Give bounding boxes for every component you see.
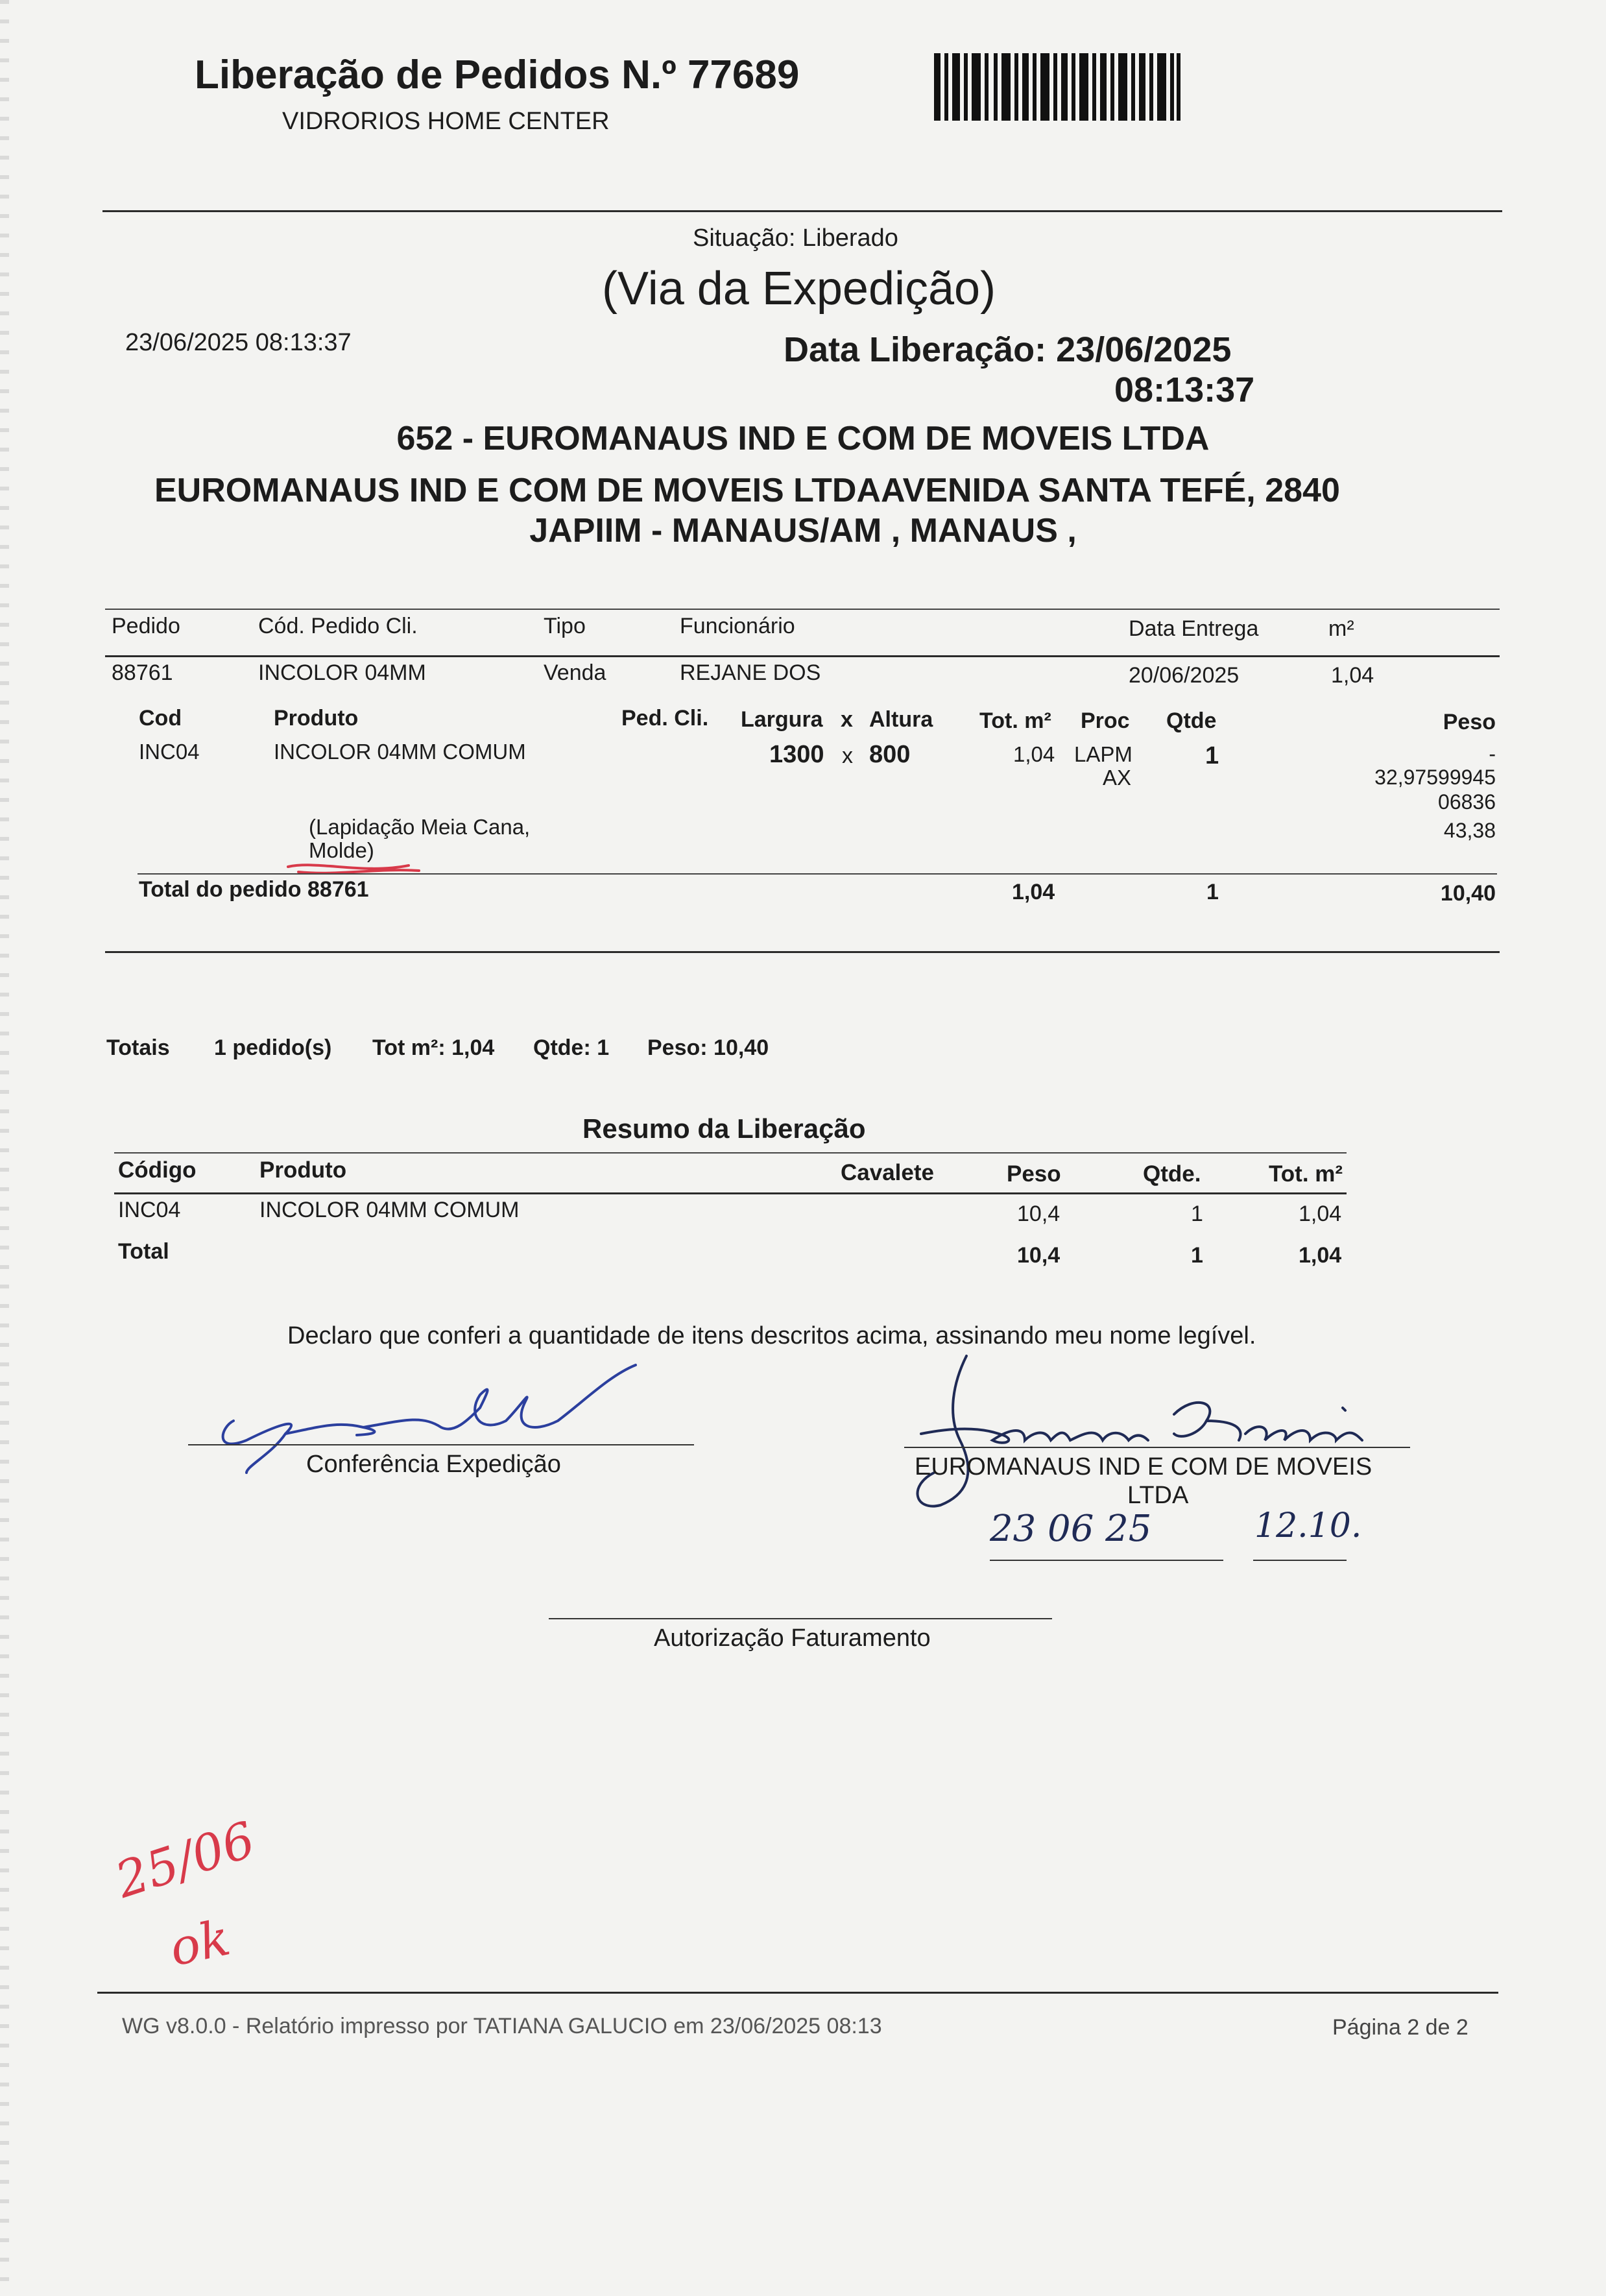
item-proc-line1: LAPM	[1074, 742, 1133, 766]
status-text: Situação: Liberado	[693, 224, 898, 252]
handwritten-date: 23 06 25	[990, 1508, 1152, 1550]
item-header-proc: Proc	[1081, 708, 1130, 733]
summary-header-qtde: Qtde.	[1143, 1161, 1201, 1187]
item-peso-dash: -	[1489, 742, 1496, 766]
summary-total-label: Total	[118, 1239, 169, 1264]
summary-produto: INCOLOR 04MM COMUM	[259, 1198, 520, 1222]
declaration-text: Declaro que conferi a quantidade de itens descritos acima, assinando meu nome legível.	[287, 1322, 1256, 1349]
client-name: 652 - EUROMANAUS IND E COM DE MOVEIS LTDA	[396, 420, 1210, 457]
order-header-data-entrega: Data Entrega	[1129, 616, 1259, 641]
summary-header-produto: Produto	[259, 1157, 347, 1183]
print-datetime: 23/06/2025 08:13:37	[125, 329, 352, 356]
item-header-x: x	[841, 707, 853, 732]
order-total-peso: 10,40	[1440, 881, 1496, 906]
item-proc-line2: AX	[1103, 766, 1132, 790]
order-header-funcionario: Funcionário	[680, 614, 795, 638]
item-header-produto: Produto	[274, 706, 359, 731]
item-header-peso: Peso	[1443, 710, 1496, 734]
red-annotation-date: 25/06	[108, 1810, 262, 1909]
summary-total-qtde: 1	[1191, 1243, 1203, 1268]
via-title: (Via da Expedição)	[602, 263, 996, 315]
release-date: Data Liberação: 23/06/2025	[784, 330, 1232, 369]
header-rule	[102, 210, 1502, 212]
item-header-altura: Altura	[869, 707, 933, 732]
summary-header-cavalete: Cavalete	[841, 1160, 934, 1185]
authorization-label: Autorização Faturamento	[654, 1625, 931, 1652]
barcode	[934, 53, 1181, 121]
footer-print-info: WG v8.0.0 - Relatório impresso por TATIANA GALUCIO em 23/06/2025 08:13	[122, 2014, 882, 2038]
item-header-qtde: Qtde	[1166, 708, 1217, 733]
summary-peso: 10,4	[1017, 1202, 1061, 1226]
red-annotation-ok: ok	[164, 1908, 235, 1977]
summary-tot-m2: 1,04	[1299, 1202, 1342, 1226]
order-tipo: Venda	[544, 660, 606, 685]
item-header-cod: Cod	[139, 706, 182, 731]
item-x: x	[842, 743, 853, 768]
item-header-tot-m2: Tot. m²	[979, 708, 1051, 733]
order-total-label: Total do pedido 88761	[139, 877, 369, 902]
order-header-cod-pedido: Cód. Pedido Cli.	[258, 614, 418, 638]
item-peso-line3: 06836	[1438, 790, 1496, 814]
document-title: Liberação de Pedidos N.º 77689	[195, 53, 800, 97]
totals-label: Totais	[106, 1035, 170, 1060]
client-city: JAPIIM - MANAUS/AM , MANAUS ,	[529, 512, 1077, 550]
summary-title: Resumo da Liberação	[582, 1113, 866, 1144]
item-qtde: 1	[1205, 742, 1219, 769]
summary-total-peso: 10,4	[1017, 1243, 1061, 1268]
item-header-ped-cli: Ped. Cli.	[621, 706, 709, 731]
order-header-pedido: Pedido	[112, 614, 180, 638]
order-total-qtde: 1	[1206, 880, 1219, 904]
order-total-m2: 1,04	[1012, 880, 1055, 904]
client-signature-line	[904, 1447, 1410, 1448]
order-header-tipo: Tipo	[544, 614, 586, 638]
totals-qtde: Qtde: 1	[533, 1035, 610, 1060]
time-underline	[1253, 1560, 1347, 1561]
order-m2: 1,04	[1331, 663, 1374, 688]
order-pedido: 88761	[112, 660, 173, 685]
summary-total-m2: 1,04	[1299, 1243, 1342, 1268]
summary-header-peso: Peso	[1007, 1161, 1061, 1187]
totals-peso: Peso: 10,40	[647, 1035, 769, 1060]
item-tot-m2: 1,04	[1013, 742, 1055, 766]
item-produto: INCOLOR 04MM COMUM	[274, 740, 526, 764]
totals-pedidos: 1 pedido(s)	[214, 1035, 332, 1060]
order-section-end-rule	[105, 951, 1500, 953]
summary-top-rule	[114, 1152, 1347, 1154]
item-cod: INC04	[139, 740, 200, 764]
order-header-rule	[105, 655, 1500, 657]
client-address: EUROMANAUS IND E COM DE MOVEIS LTDAAVENIDA SANTA TEFÉ, 2840	[154, 472, 1340, 509]
order-table-top-rule	[105, 609, 1500, 610]
summary-codigo: INC04	[118, 1198, 181, 1222]
date-underline	[990, 1560, 1223, 1561]
item-largura: 1300	[769, 741, 824, 768]
expedition-signature-line	[188, 1444, 694, 1445]
client-label-line2: LTDA	[1127, 1482, 1189, 1509]
order-cod-pedido: INCOLOR 04MM	[258, 660, 426, 685]
release-time: 08:13:37	[1114, 370, 1255, 409]
expedition-label: Conferência Expedição	[306, 1451, 561, 1478]
item-note-line1: (Lapidação Meia Cana,	[309, 815, 531, 839]
item-peso-line2: 32,97599945	[1374, 766, 1496, 789]
item-total-rule	[138, 873, 1497, 875]
scan-edge	[0, 0, 9, 2296]
footer-page-number: Página 2 de 2	[1332, 2015, 1468, 2040]
client-label-line1: EUROMANAUS IND E COM DE MOVEIS	[915, 1453, 1372, 1480]
order-header-m2: m²	[1328, 616, 1354, 641]
item-note-line2: Molde)	[309, 838, 374, 862]
order-data-entrega: 20/06/2025	[1129, 663, 1240, 688]
totals-m2: Tot m²: 1,04	[372, 1035, 495, 1060]
footer-rule	[97, 1992, 1498, 1994]
authorization-line	[549, 1618, 1052, 1619]
summary-header-codigo: Código	[118, 1157, 197, 1183]
item-peso-line4: 43,38	[1443, 819, 1496, 842]
order-funcionario: REJANE DOS	[680, 660, 821, 685]
company-name: VIDRORIOS HOME CENTER	[282, 108, 610, 135]
summary-header-tot-m2: Tot. m²	[1269, 1161, 1343, 1187]
summary-qtde: 1	[1191, 1202, 1203, 1226]
item-altura: 800	[869, 741, 911, 768]
handwritten-time: 12.10.	[1254, 1506, 1362, 1545]
item-header-largura: Largura	[741, 707, 823, 732]
summary-header-rule	[114, 1192, 1347, 1194]
